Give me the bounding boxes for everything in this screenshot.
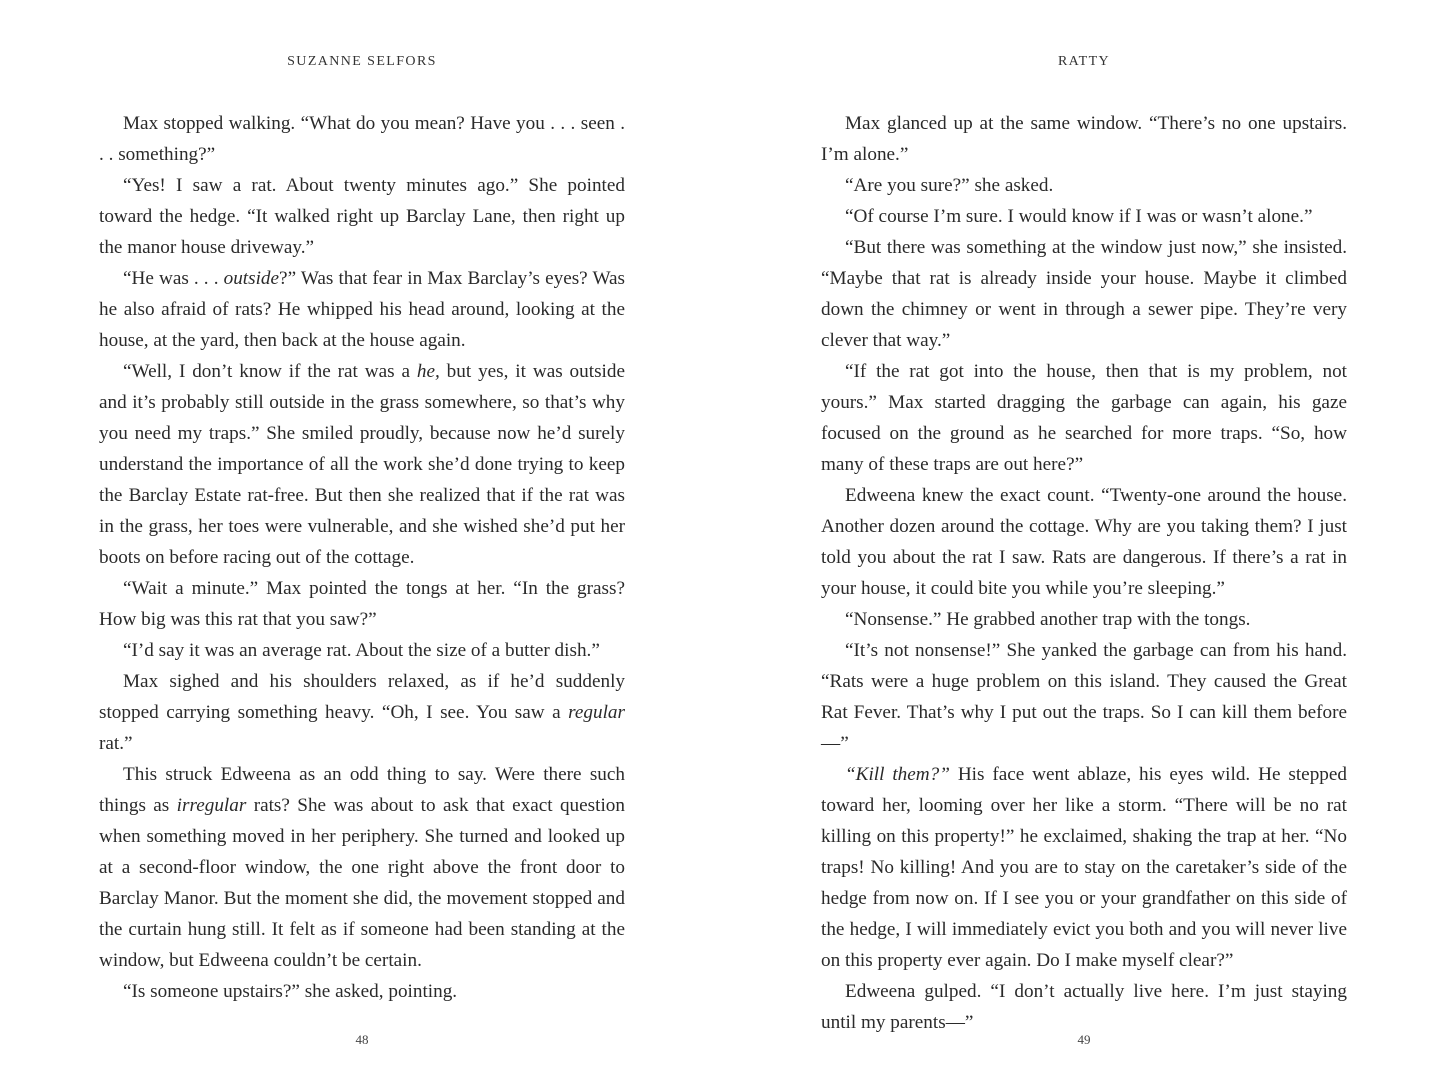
text-run: “Nonsense.” He grabbed another trap with the tongs. xyxy=(845,609,1251,630)
page-number: 48 xyxy=(355,1032,369,1047)
paragraph xyxy=(821,759,1347,976)
text-run: “Is someone upstairs?” she asked, pointing. xyxy=(123,981,458,1002)
paragraph xyxy=(99,263,625,356)
text-run: “Yes! I saw a rat. About twenty minutes ago.” She pointed toward the hedge. “It walked right up Barclay Lane, then right up the manor house driveway.” xyxy=(99,175,625,258)
right-page-text xyxy=(821,108,1347,1038)
paragraph xyxy=(99,573,625,635)
paragraph xyxy=(821,201,1347,232)
text-run: Edweena knew the exact count. “Twenty-one around the house. Another dozen around the cottage. Why are you taking them? I just told you about the rat I saw. Rats are dangerous. If there’s a rat in your house, it could bite you while you’re sleeping.” xyxy=(821,485,1347,599)
page-number: 49 xyxy=(1077,1032,1091,1047)
paragraph xyxy=(821,108,1347,170)
text-run: “It’s not nonsense!” She yanked the garbage can from his hand. “Rats were a huge problem on this island. They caused the Great Rat Fever. That’s why I put out the traps. So I can kill them before—” xyxy=(821,640,1347,754)
paragraph xyxy=(99,356,625,573)
left-page xyxy=(99,0,625,1084)
paragraph xyxy=(821,604,1347,635)
text-run: ?” Was that fear in Max Barclay’s eyes? Was he also afraid of rats? He whipped his head around, looking at the house, at the yard, then back at the house again. xyxy=(99,268,626,351)
paragraph xyxy=(99,666,625,759)
text-run: rats? She was about to ask that exact question when something moved in her periphery. She turned and looked up at a second-floor window, the one right above the front door to Barclay Manor. But the moment she did, the movement stopped and the curtain hung still. It felt as if someone had been standing at the window, but Edweena couldn’t be certain. xyxy=(99,795,625,971)
text-run: “But there was something at the window just now,” she insisted. “Maybe that rat is already inside your house. Maybe it climbed down the chimney or went in through a sewer pipe. They’re very clever that way.” xyxy=(821,237,1347,351)
text-run: Max stopped walking. “What do you mean? Have you . . . seen . . . something?” xyxy=(99,113,625,165)
paragraph xyxy=(821,635,1347,759)
paragraph xyxy=(99,976,625,1007)
paragraph xyxy=(99,108,625,170)
text-run: This struck Edweena as an odd thing to say. Were there such things as xyxy=(99,764,625,816)
text-run: but yes, it was outside and it’s probably still outside in the grass somewhere, so that’s why you need my traps.” She smiled proudly, because now he’d surely understand the importance of all the work she’d done trying to keep the Barclay Estate rat-free. But then she realized that if the rat was in the grass, her toes were vulnerable, and she wished she’d put her boots on before racing out of the cottage. xyxy=(99,361,625,568)
italic-text: he, xyxy=(416,361,440,382)
paragraph xyxy=(99,635,625,666)
text-run: “He was . . . xyxy=(123,268,224,289)
text-run: “Are you sure?” she asked. xyxy=(845,175,1054,196)
paragraph xyxy=(99,170,625,263)
text-run: Edweena gulped. “I don’t actually live here. I’m just staying until my parents—” xyxy=(821,981,1347,1033)
text-run: His face went ablaze, his eyes wild. He stepped toward her, looming over her like a storm. “There will be no rat killing on this property!” he exclaimed, shaking the trap at her. “No traps! No killing! And you are to stay on the caretaker’s side of the hedge from now on. If I see you or your grandfather on this side of the hedge, I will immediately evict you both and you will never live on this property ever again. Do I make myself clear?” xyxy=(821,764,1347,971)
text-run: Max sighed and his shoulders relaxed, as if he’d suddenly stopped carrying something heavy. “Oh, I see. You saw a xyxy=(99,671,625,723)
italic-text: irregular xyxy=(176,795,247,816)
text-run: rat.” xyxy=(99,733,133,754)
italic-text: “Kill them?” xyxy=(845,764,950,785)
paragraph xyxy=(821,170,1347,201)
text-run: “Well, I don’t know if the rat was a xyxy=(123,361,417,382)
italic-text: outside xyxy=(223,268,280,289)
text-run: Max glanced up at the same window. “There’s no one upstairs. I’m alone.” xyxy=(821,113,1347,165)
running-head-title: RATTY xyxy=(1057,54,1111,69)
text-run: “If the rat got into the house, then that is my problem, not yours.” Max started dragging the garbage can again, his gaze focused on the ground as he searched for more traps. “So, how many of these traps are out here?” xyxy=(821,361,1347,475)
running-head-author: SUZANNE SELFORS xyxy=(287,54,437,69)
paragraph xyxy=(821,480,1347,604)
text-run: “Wait a minute.” Max pointed the tongs at her. “In the grass? How big was this rat that you saw?” xyxy=(99,578,625,630)
text-run: “Of course I’m sure. I would know if I was or wasn’t alone.” xyxy=(845,206,1313,227)
paragraph xyxy=(821,232,1347,356)
paragraph xyxy=(821,976,1347,1038)
italic-text: regular xyxy=(568,702,625,723)
paragraph xyxy=(821,356,1347,480)
paragraph xyxy=(99,759,625,976)
left-page-text xyxy=(99,108,625,1007)
right-page xyxy=(821,0,1347,1084)
text-run: “I’d say it was an average rat. About the size of a butter dish.” xyxy=(123,640,600,661)
